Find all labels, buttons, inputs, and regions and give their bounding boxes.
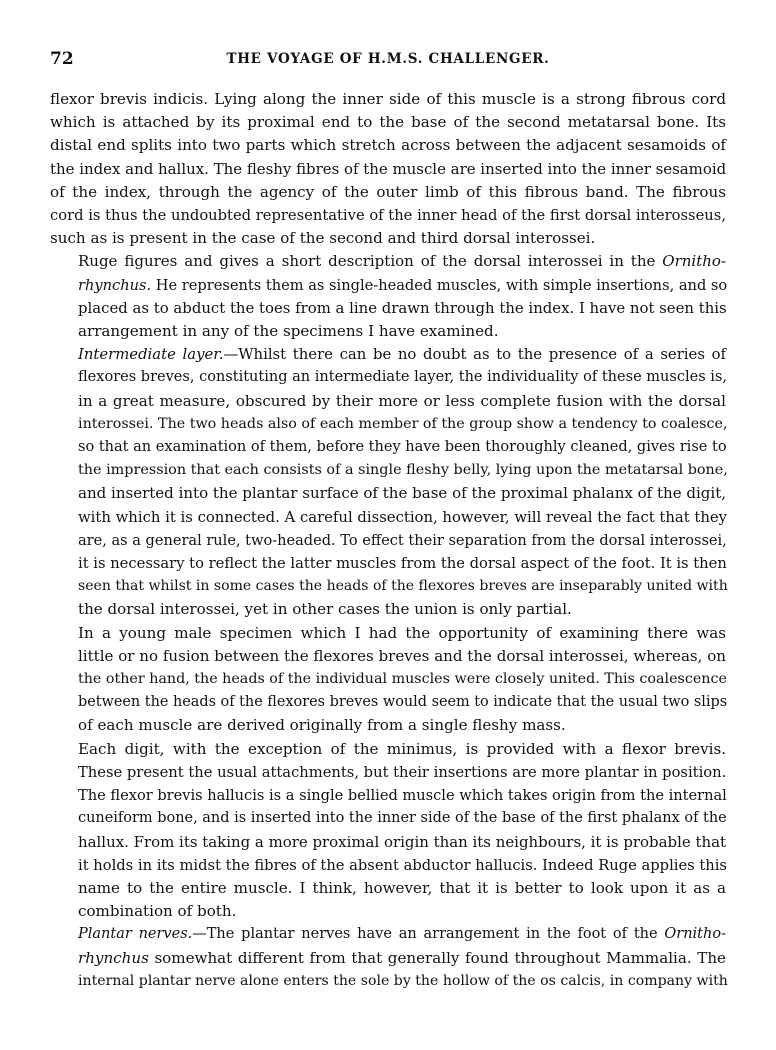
text-line: Each digit, with the exception of the minimus, is provided with a flexor brevis.: [78, 739, 726, 758]
page-header: [50, 48, 726, 70]
text-run: somewhat different from that generally found throughout Mammalia. The: [148, 948, 726, 967]
text-line: which is attached by its proximal end to the base of the second metatarsal bone. Its: [50, 113, 726, 132]
page-number: 72: [50, 49, 74, 69]
running-title: THE VOYAGE OF H.M.S. CHALLENGER.: [226, 51, 550, 67]
text-line: it is necessary to reflect the latter muscles from the dorsal aspect of the foot. It is then: [78, 555, 727, 573]
section-heading: Plantar nerves.: [78, 926, 193, 943]
paragraph: [50, 250, 726, 343]
body-text: [50, 88, 726, 993]
paragraph: [50, 738, 726, 924]
text-line: flexor brevis indicis. Lying along the inner side of this muscle is a strong fibrous cord: [50, 90, 726, 108]
text-line: in a great measure, obscured by their more or less complete fusion with the dorsal: [78, 391, 726, 410]
text-line: [50, 923, 726, 946]
section-heading: Intermediate layer.: [78, 346, 224, 364]
text-line: arrangement in any of the specimens I have examined.: [78, 322, 499, 341]
text-line: These present the usual attachments, but their insertions are more plantar in position.: [78, 763, 727, 781]
text-line: In a young male specimen which I had the opportunity of examining there was: [78, 623, 726, 642]
text-run: He represents them as single-headed muscles, with simple insertions, and so: [151, 276, 728, 294]
text-line: The flexor brevis hallucis is a single bellied muscle which takes origin from the internal: [78, 787, 727, 805]
paragraph: [50, 923, 726, 993]
text-line: [50, 274, 726, 297]
text-line: with which it is connected. A careful dissection, however, will reveal the fact that they: [78, 508, 728, 526]
text-line: combination of both.: [78, 902, 237, 921]
text-line: distal end splits into two parts which stretch across between the adjacent sesamoids of: [50, 136, 726, 155]
paragraph: [50, 88, 726, 250]
text-line: seen that whilst in some cases the heads of the flexores breves are inseparably united with: [78, 578, 728, 595]
genus-name: Ornitho-: [662, 252, 726, 271]
text-line: it holds in its midst the fibres of the absent abductor hallucis. Indeed Ruge applies this: [78, 856, 727, 874]
text-line: cord is thus the undoubted representative of the inner head of the first dorsal interosseus,: [50, 207, 726, 225]
genus-name: Ornitho-: [664, 926, 726, 943]
text-run: Ruge figures and gives a short description of the dorsal interossei in the: [78, 252, 663, 271]
text-line: such as is present in the case of the second and third dorsal interossei.: [50, 229, 596, 248]
text-line: so that an examination of them, before they have been thoroughly cleaned, gives rise to: [78, 439, 727, 456]
text-line: the index and hallux. The fleshy fibres of the muscle are inserted into the inner sesamoid: [50, 159, 727, 178]
text-line: internal plantar nerve alone enters the sole by the hollow of the os calcis, in company with: [78, 972, 728, 989]
text-line: cuneiform bone, and is inserted into the inner side of the base of the first phalanx of the: [78, 810, 727, 827]
text-line: flexores breves, constituting an intermediate layer, the individuality of these muscles is,: [78, 369, 727, 386]
genus-name: rhynchus: [78, 948, 149, 967]
text-run: —Whilst there can be no doubt as to the presence of a series of: [223, 346, 727, 364]
paragraph: [50, 622, 726, 738]
text-line: little or no fusion between the flexores breves and the dorsal interossei, whereas, on: [78, 646, 726, 665]
text-line: of the index, through the agency of the outer limb of this fibrous band. The fibrous: [50, 182, 726, 201]
text-line: between the heads of the flexores breves would seem to indicate that the usual two slips: [78, 694, 728, 711]
text-run: —The plantar nerves have an arrangement in the foot of the: [192, 926, 665, 943]
text-line: interossei. The two heads also of each member of the group show a tendency to coalesce,: [78, 415, 728, 432]
genus-name: rhynchus.: [78, 276, 152, 294]
text-line: and inserted into the plantar surface of the base of the proximal phalanx of the digit,: [78, 484, 726, 503]
text-line: the impression that each consists of a single fleshy belly, lying upon the metatarsal bone,: [78, 462, 728, 479]
text-line: the other hand, the heads of the individual muscles were closely united. This coalescence: [78, 671, 727, 688]
text-line: hallux. From its taking a more proximal origin than its neighbours, it is probable that: [78, 832, 726, 851]
paragraph: [50, 343, 726, 621]
text-line: the dorsal interossei, yet in other cases the union is only partial.: [78, 600, 572, 619]
text-line: [50, 343, 726, 366]
text-line: are, as a general rule, two-headed. To effect their separation from the dorsal interossei,: [78, 531, 727, 549]
text-line: [50, 947, 726, 970]
text-line: name to the entire muscle. I think, however, that it is better to look upon it as a: [78, 878, 726, 897]
text-line: placed as to abduct the toes from a line drawn through the index. I have not seen this: [78, 298, 727, 317]
text-line: [50, 250, 726, 273]
text-line: of each muscle are derived originally from a single fleshy mass.: [78, 716, 566, 735]
